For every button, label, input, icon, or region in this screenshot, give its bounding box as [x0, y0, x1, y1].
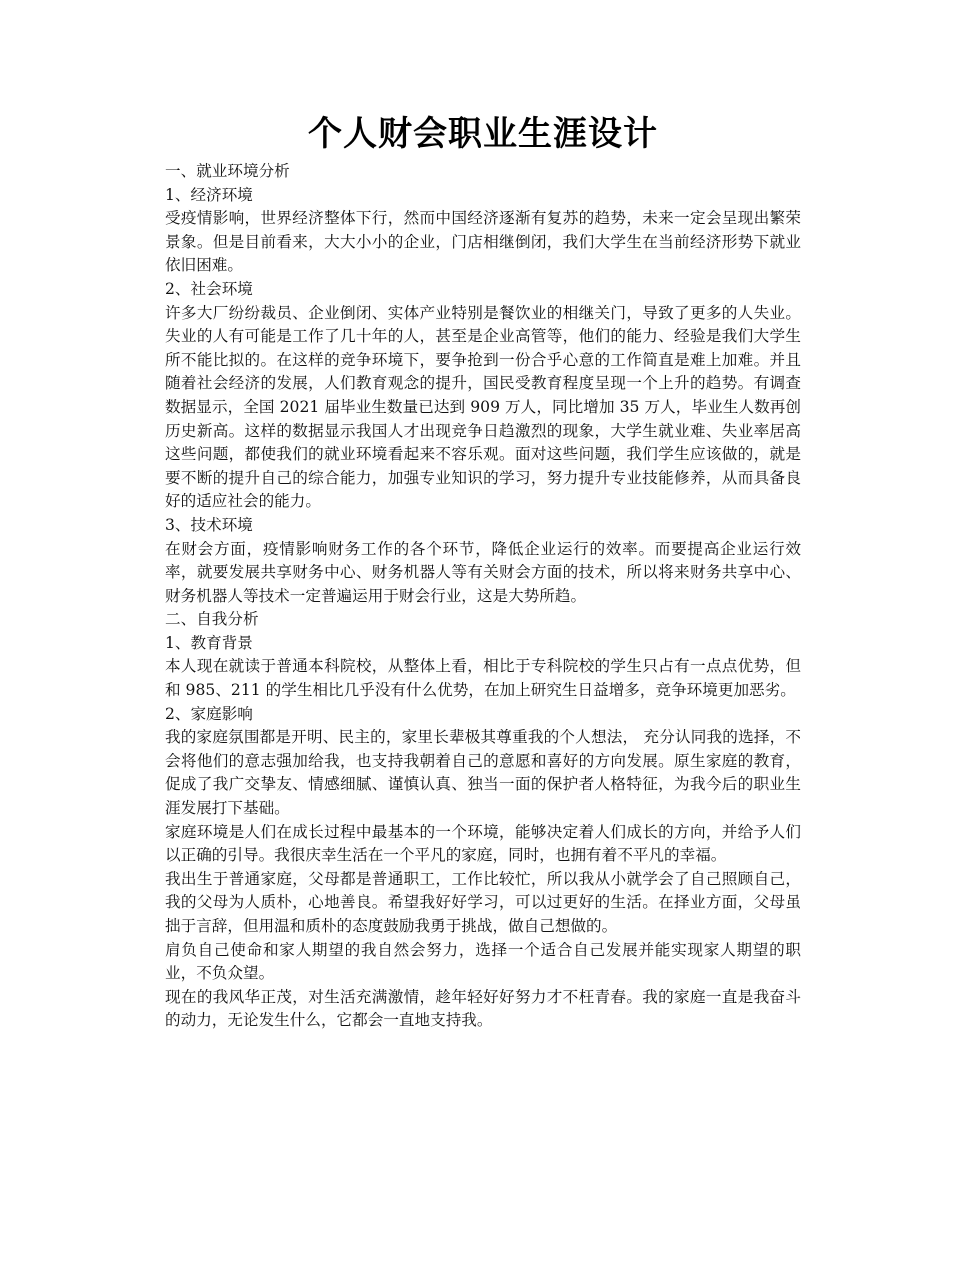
paragraph-technical-environment: 在财会方面，疫情影响财务工作的各个环节，降低企业运行的效率。而要提高企业运行效率，就要发展共享财务中心、财务机器人等有关财会方面的技术，所以将来财务共享中心、财务机器人等技术一定普遍运用于财会行业，这是大势所趋。: [165, 539, 801, 605]
paragraph-family-influence-4: 肩负自己使命和家人期望的我自然会努力，选择一个适合自己发展并能实现家人期望的职业，不负众望。: [165, 940, 801, 983]
subheading-technical-environment: 3、技术环境: [165, 515, 253, 534]
subheading-social-environment: 2、社会环境: [165, 279, 253, 298]
document-page: [165, 112, 801, 1033]
paragraph-social-environment: 许多大厂纷纷裁员、企业倒闭、实体产业特别是餐饮业的相继关门，导致了更多的人失业。失业的人有可能是工作了几十年的人，甚至是企业高管等，他们的能力、经验是我们大学生所不能比拟的。在这样的竞争环境下，要争抢到一份合乎心意的工作简直是难上加难。并且随着社会经济的发展，人们教育观念的提升，国民受教育程度呈现一个上升的趋势。有调查数据显示，全国 2021 届毕业生数量已达到 909 万人，同比增加 35 万人，毕业生人数再创历史新高。这样的数据显示我国人才出现竞争日趋激烈的现象，大学生就业难、失业率居高这些问题，都使我们的就业环境看起来不容乐观。面对这些问题，我们学生应该做的，就是要不断的提升自己的综合能力，加强专业知识的学习，努力提升专业技能修养，从而具备良好的适应社会的能力。: [165, 303, 801, 511]
paragraph-education-background: 本人现在就读于普通本科院校，从整体上看，相比于专科院校的学生只占有一点点优势，但和 985、211 的学生相比几乎没有什么优势，在加上研究生日益增多，竞争环境更加恶劣。: [165, 657, 801, 700]
section-heading-self-analysis: 二、自我分析: [165, 610, 259, 629]
paragraph-family-influence-3: 我出生于普通家庭，父母都是普通职工，工作比较忙，所以我从小就学会了自己照顾自己，我的父母为人质朴，心地善良。希望我好好学习，可以过更好的生活。在择业方面，父母虽拙于言辞，但用温和质朴的态度鼓励我勇于挑战，做自己想做的。: [165, 869, 801, 935]
subheading-education-background: 1、教育背景: [165, 633, 253, 652]
paragraph-economic-environment: 受疫情影响，世界经济整体下行，然而中国经济逐渐有复苏的趋势，未来一定会呈现出繁荣景象。但是目前看来，大大小小的企业，门店相继倒闭，我们大学生在当前经济形势下就业依旧困难。: [165, 209, 801, 275]
subheading-family-influence: 2、家庭影响: [165, 704, 253, 723]
paragraph-family-influence-1: 我的家庭氛围都是开明、民主的，家里长辈极其尊重我的个人想法， 充分认同我的选择，不会将他们的意志强加给我，也支持我朝着自己的意愿和喜好的方向发展。原生家庭的教育，促成了我广交挚友、情感细腻、谨慎认真、独当一面的保护者人格特征，为我今后的职业生涯发展打下基础。: [165, 728, 801, 818]
subheading-economic-environment: 1、经济环境: [165, 185, 253, 204]
paragraph-family-influence-2: 家庭环境是人们在成长过程中最基本的一个环境，能够决定着人们成长的方向，并给予人们以正确的引导。我很庆幸生活在一个平凡的家庭，同时，也拥有着不平凡的幸福。: [165, 822, 801, 865]
document-title: 个人财会职业生涯设计: [308, 114, 658, 154]
section-heading-employment-environment: 一、就业环境分析: [165, 162, 290, 180]
paragraph-family-influence-5: 现在的我风华正茂，对生活充满激情，趁年轻好好努力才不枉青春。我的家庭一直是我奋斗的动力，无论发生什么，它都会一直地支持我。: [165, 987, 801, 1030]
